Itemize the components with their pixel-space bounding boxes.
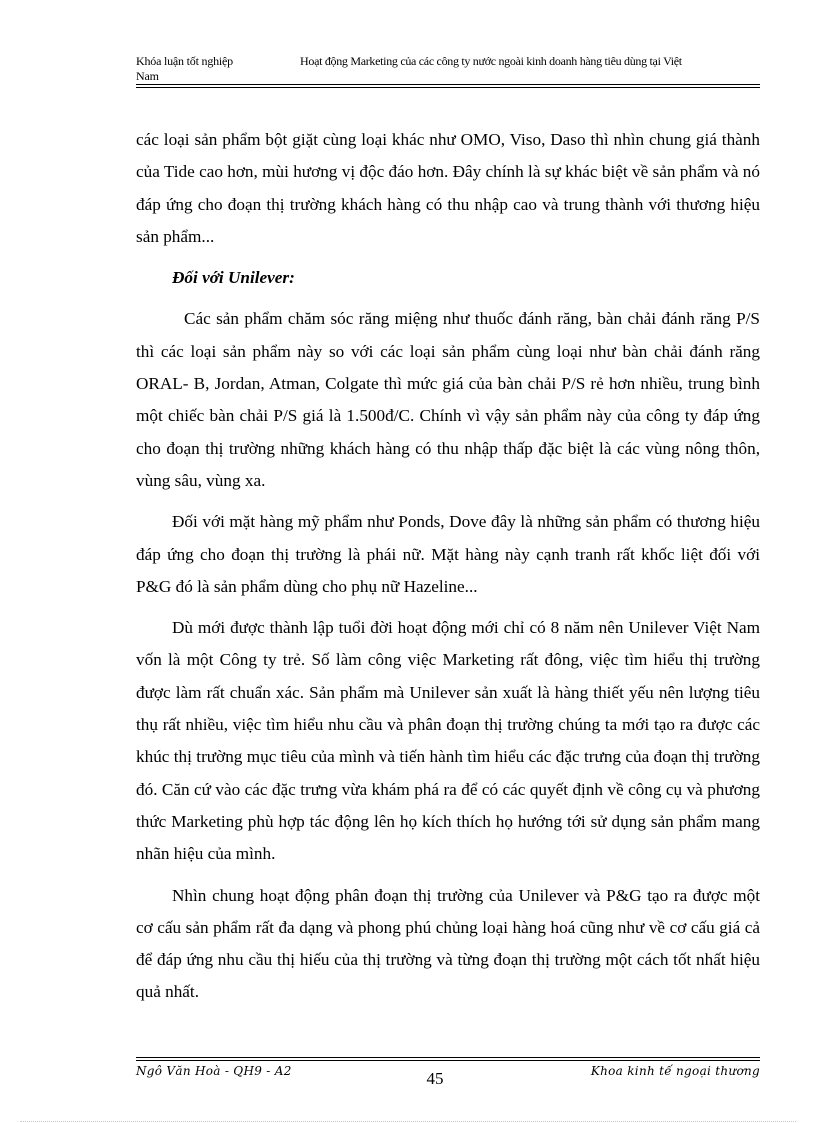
page-edge-divider bbox=[20, 1121, 796, 1122]
paragraph-5: Nhìn chung hoạt động phân đoạn thị trường của Unilever và P&G tạo ra được một cơ cấu sản phẩm rất đa dạng và phong phú chủng loại hàng hoá cũng như về cơ cấu giá cả để đáp ứng nhu cầu thị hiếu của thị trường và từng đoạn thị trường một cách tốt nhất hiệu quả nhất. bbox=[136, 885, 760, 1002]
header-rule-bottom bbox=[136, 87, 760, 88]
footer-rule-bottom bbox=[136, 1060, 760, 1061]
paragraph-1: các loại sản phẩm bột giặt cùng loại khác như OMO, Viso, Daso thì nhìn chung giá thành của Tide cao hơn, mùi hương vị độc đáo hơn. Đây chính là sự khác biệt về sản phẩm và nó đáp ứng cho đoạn thị trường khách hàng có thu nhập cao và trung thành với thương hiệu sản phẩm... bbox=[136, 130, 760, 246]
paragraph-2: Các sản phẩm chăm sóc răng miệng như thuốc đánh răng, bàn chải đánh răng P/S thì các loại sản phẩm này so với các loại sản phẩm cùng loại như bàn chải đánh răng ORAL- B, Jordan, Atman, Colgate thì mức giá của bàn chải P/S rẻ hơn nhiều, trung bình một chiếc bàn chải P/S giá là 1.500đ/C. Chính vì vậy sản phẩm này của công ty đáp ứng cho đoạn thị trường những khách hàng có thu nhập thấp đặc biệt là các vùng nông thôn, vùng sâu, vùng xa. bbox=[136, 309, 760, 490]
page-number: 45 bbox=[426, 1069, 444, 1088]
footer-rule-top bbox=[136, 1057, 760, 1058]
paragraph-4: Dù mới được thành lập tuổi đời hoạt động mới chỉ có 8 năm nên Unilever Việt Nam vốn là một Công ty trẻ. Số làm công việc Marketing rất đông, việc tìm hiểu thị trường được làm rất chuẩn xác. Sản phẩm mà Unilever sản xuất là hàng thiết yếu nên lượng tiêu thụ rất nhiều, việc tìm hiểu nhu cầu và phân đoạn thị trường chúng ta mới tạo ra được các khúc thị trường mục tiêu của mình và tiến hành tìm hiểu các đặc trưng của đoạn thị trường đó. Căn cứ vào các đặc trưng vừa khám phá ra để có các quyết định về công cụ và phương thức Marketing phù hợp tác động lên họ kích thích họ hướng tới sử dụng sản phẩm mang nhãn hiệu của mình. bbox=[136, 618, 760, 864]
subheading-unilever: Đối với Unilever: bbox=[172, 268, 295, 288]
header-title: Hoạt động Marketing của các công ty nước ngoài kinh doanh hàng tiêu dùng tại Việt bbox=[300, 54, 682, 68]
header-left bbox=[136, 54, 276, 84]
page-body bbox=[136, 124, 760, 1018]
paragraph-3: Đối với mặt hàng mỹ phẩm như Ponds, Dove đây là những sản phẩm có thương hiệu đáp ứng cho đoạn thị trường là phái nữ. Mặt hàng này cạnh tranh rất khốc liệt đối với P&G đó là sản phẩm dùng cho phụ nữ Hazeline... bbox=[136, 512, 760, 596]
header-rule-top bbox=[136, 84, 760, 85]
footer-author: Ngô Văn Hoà - QH9 - A2 bbox=[136, 1064, 292, 1078]
footer-faculty: Khoa kinh tế ngoại thương bbox=[590, 1064, 760, 1078]
header-left-line2: Nam bbox=[136, 69, 159, 83]
header-left-line1: Khóa luận tốt nghiệp bbox=[136, 54, 233, 68]
